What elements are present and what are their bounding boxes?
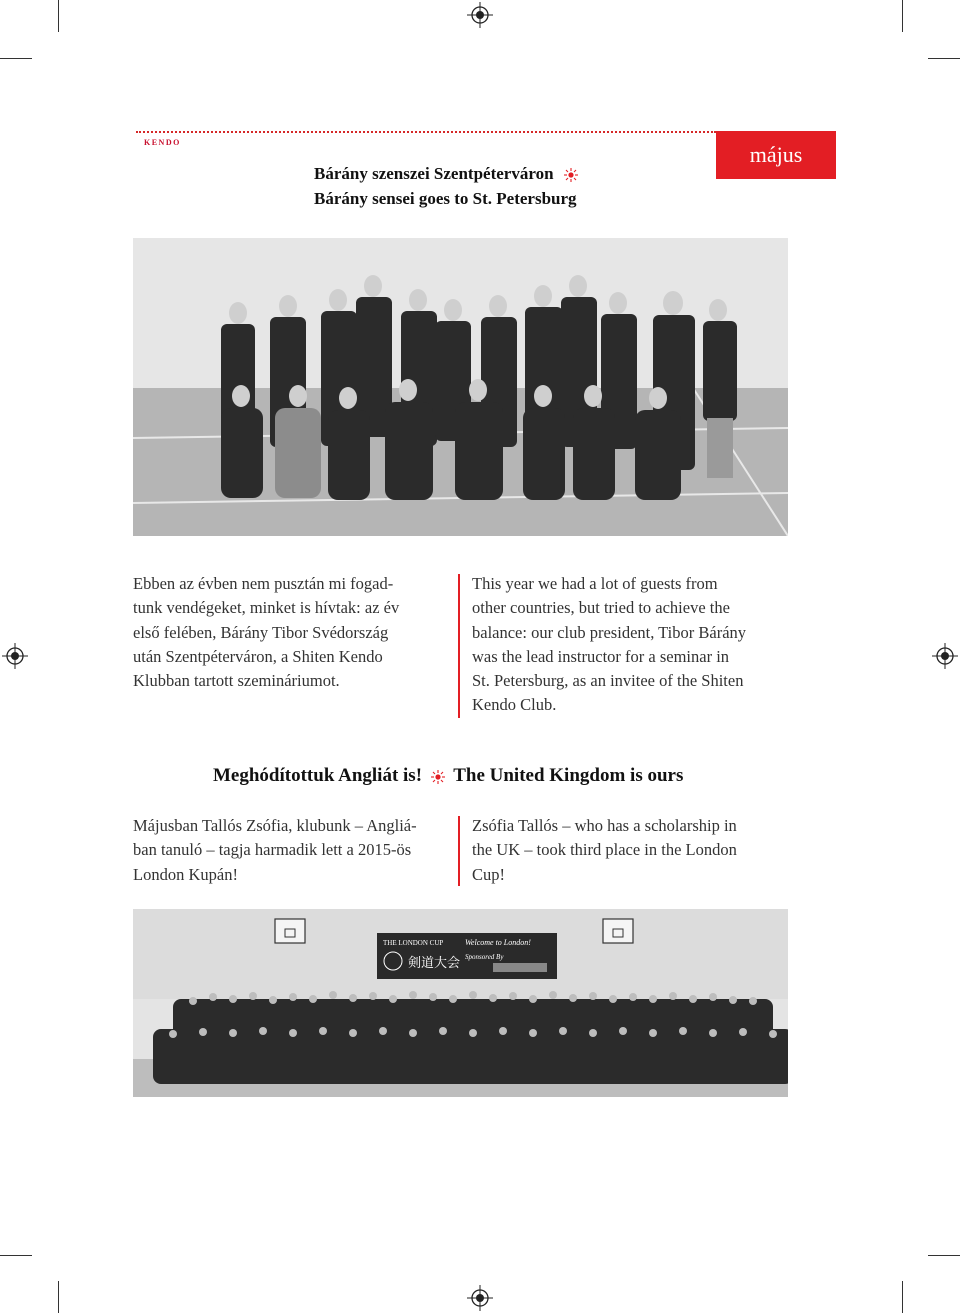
article1-text-hu [133, 572, 453, 693]
sun-ornament-icon [564, 168, 578, 182]
crop-mark [0, 58, 32, 59]
subhead-en: The United Kingdom is ours [453, 765, 684, 786]
article2-subhead [213, 765, 683, 787]
text-line: tunk vendégeket, minket is hívtak: az év [133, 598, 400, 618]
banner-left-text: THE LONDON CUP [383, 939, 444, 947]
text-line: Zsófia Tallós – who has a scholarship in [472, 816, 737, 835]
registration-mark-icon [2, 643, 28, 669]
month-badge [716, 131, 836, 179]
headline-hu-text: Bárány szenszei Szentpéterváron [314, 164, 554, 183]
text-line: other countries, but tried to achieve the [472, 598, 730, 618]
text-line: Klubban tartott szemináriumot. [133, 671, 340, 691]
text-line: Ebben az évben nem pusztán mi fogad- [133, 574, 394, 593]
subhead-hu: Meghódítottuk Angliát is! [213, 765, 423, 786]
article2-text-hu [133, 814, 453, 887]
text-line: London Kupán! [133, 864, 238, 884]
section-label: kendo [144, 136, 181, 148]
text-line: balance: our club president, Tibor Bárány [472, 622, 747, 642]
crop-mark [928, 58, 960, 59]
crop-mark [928, 1255, 960, 1256]
column-divider [458, 574, 460, 718]
headline-en: Bárány sensei goes to St. Petersburg [314, 189, 577, 208]
article1-text-en [472, 572, 802, 718]
text-line: Kendo Club. [472, 695, 557, 715]
crop-mark [902, 0, 903, 32]
headline-hu [314, 164, 578, 184]
month-label: május [749, 142, 803, 167]
group-photo-st-petersburg [133, 238, 788, 536]
column-divider [458, 816, 460, 886]
banner-welcome-text: Welcome to London! [465, 938, 531, 947]
text-line: the UK – took third place in the London [472, 840, 737, 860]
banner-sponsored-text: Sponsored By [465, 953, 504, 961]
text-line: St. Petersburg, as an invitee of the Shiten [472, 671, 744, 691]
crop-mark [58, 1281, 59, 1313]
header-dotted-rule [136, 131, 716, 133]
text-line: után Szentpéterváron, a Shiten Kendo [133, 646, 383, 666]
registration-mark-icon [467, 2, 493, 28]
text-line: első felében, Bárány Tibor Svédország [133, 622, 389, 642]
text-line: Cup! [472, 864, 505, 884]
text-line: was the lead instructor for a seminar in [472, 646, 730, 666]
text-line: This year we had a lot of guests from [472, 574, 718, 593]
registration-mark-icon [467, 1285, 493, 1311]
sun-ornament-icon [431, 770, 445, 784]
london-cup-photo-illustration [133, 909, 788, 1097]
crop-mark [902, 1281, 903, 1313]
london-cup-group-photo [133, 909, 788, 1097]
crop-mark [0, 1255, 32, 1256]
crop-mark [58, 0, 59, 32]
registration-mark-icon [932, 643, 958, 669]
article2-text-en [472, 814, 802, 887]
text-line: Májusban Tallós Zsófia, klubunk – Angliá- [133, 816, 417, 835]
group-photo-illustration [133, 238, 788, 536]
banner-kanji-text: 剣道大会 [408, 956, 461, 971]
text-line: ban tanuló – tagja harmadik lett a 2015-ös [133, 840, 412, 860]
